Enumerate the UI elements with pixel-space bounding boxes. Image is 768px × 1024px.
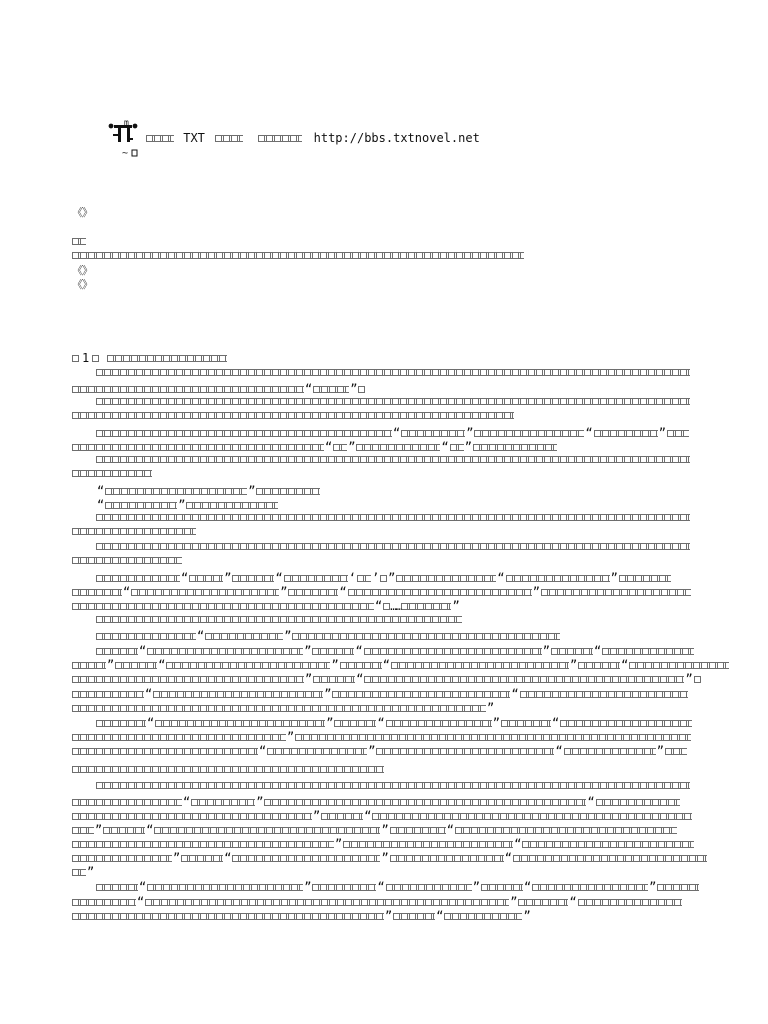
paragraph-line: “ ” “ ” “ ” (96, 881, 699, 894)
site-label: TXT (183, 131, 205, 145)
chapter-heading (72, 352, 227, 365)
logo-letter: m (124, 118, 129, 127)
dialogue-line: “ ” (96, 485, 320, 498)
paragraph-line: “ ” “ (72, 896, 682, 909)
paragraph-line (96, 616, 462, 623)
book-title-mark: 《》 (72, 206, 92, 219)
paragraph-line: ” “ ” “ ” “ (72, 659, 729, 672)
paragraph-line: ” “ ” (72, 910, 532, 923)
paragraph-line (72, 470, 152, 477)
logo-tilde: ~ (122, 148, 129, 159)
paragraph-line: ” (72, 731, 691, 744)
site-url-link[interactable]: http://bbs.txtnovel.net (313, 131, 480, 145)
paragraph-line: ” (72, 702, 495, 715)
dialogue-line: “ ” (96, 499, 278, 512)
paragraph-line: ” “ ” “ (72, 824, 677, 837)
paragraph-line: “ ” “ ” (72, 586, 691, 599)
paragraph-line (72, 412, 514, 419)
paragraph-line: “ ” “ ” “ (96, 645, 694, 658)
paragraph-line (72, 766, 384, 773)
paragraph-line (96, 369, 690, 376)
paragraph-line (96, 398, 690, 405)
site-logo-icon (108, 118, 142, 160)
chapter-number: 1 (82, 351, 90, 365)
paragraph-line: “ ” (72, 383, 365, 396)
paragraph-line: “ ” “ ” (72, 745, 687, 758)
paragraph-line: “ ” “ ” “ (96, 717, 692, 730)
paragraph-line: “ ” “ ” (72, 441, 557, 454)
paragraph-line: ” “ (72, 810, 692, 823)
paragraph-line: “ …… ” (72, 600, 461, 613)
paragraph-line: ” “ ” (72, 673, 701, 686)
paragraph-line: “ ” “ (72, 796, 680, 809)
paragraph-line: ” “ (72, 838, 694, 851)
site-banner (146, 131, 480, 145)
intro-line (72, 252, 524, 259)
paragraph-line: ” (72, 866, 95, 879)
paragraph-line: “ ” (96, 630, 560, 643)
paragraph-line: “ ” “ (72, 688, 688, 701)
paragraph-line (96, 456, 690, 463)
book-title-mark: 《》 (72, 264, 92, 277)
paragraph-line (96, 514, 690, 521)
paragraph-line: “ ” “ ” (96, 427, 689, 440)
paragraph-line (72, 557, 182, 564)
paragraph-line: “ ” “ ‘ ’ ” “ ” (96, 572, 671, 585)
author-label (72, 238, 86, 245)
paragraph-line (72, 528, 196, 535)
paragraph-line (96, 782, 690, 789)
paragraph-line (96, 543, 690, 550)
paragraph-line: ” “ ” “ (72, 852, 707, 865)
book-title-mark: 《》 (72, 278, 92, 291)
